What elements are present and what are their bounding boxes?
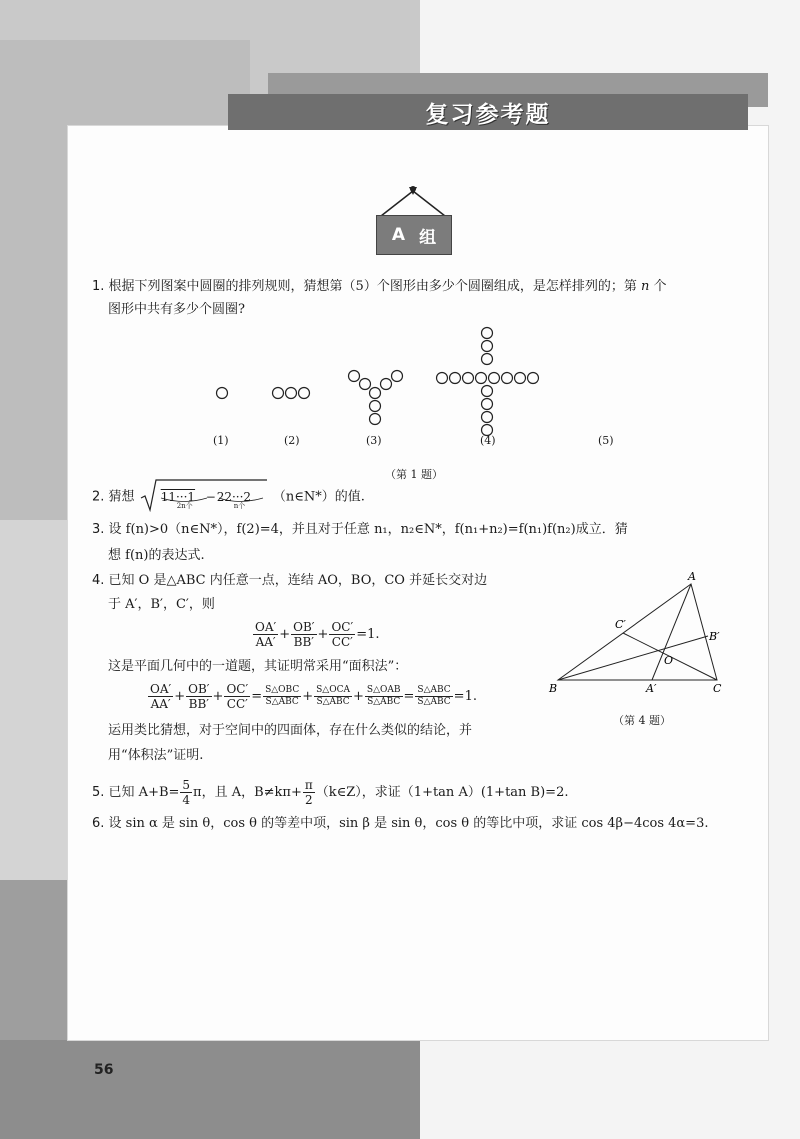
label-c: C	[713, 682, 722, 695]
pattern-4-circle	[450, 373, 461, 384]
line-b-b1	[558, 636, 708, 680]
question-4-line-4: 运用类比猜想，对于空间中的四面体，存在什么类似的结论，并	[108, 723, 473, 738]
question-3-line-1: 3. 设 f(n)>0（n∈N*），f(2)=4，并且对于任意 n₁，n₂∈N*，f(n₁+n₂)=f(n₁)f(n₂)成立．猜	[92, 522, 628, 537]
pattern-4-circle	[482, 328, 493, 339]
question-4-line-2: 于 A′，B′，C′，则	[108, 597, 215, 612]
group-letter: A	[391, 225, 406, 245]
pattern-2-circle	[299, 388, 310, 399]
bg-bottom-band	[0, 1040, 420, 1139]
figure-5-label: (5)	[598, 434, 614, 447]
triangle-abc	[558, 584, 717, 680]
label-c-prime: C′	[615, 618, 626, 631]
pattern-2-circle	[273, 388, 284, 399]
group-word: 组	[419, 227, 437, 248]
pattern-4-circle	[482, 412, 493, 423]
question-2: 2. 猜想 11···1 − 22···2 2n个 n个 （n∈N*）的值.	[92, 486, 365, 509]
pattern-2-circle	[286, 388, 297, 399]
pattern-4-circle	[437, 373, 448, 384]
question-number: 1.	[92, 279, 105, 294]
label-a: A	[688, 570, 696, 583]
pattern-4-circle	[482, 386, 493, 397]
question-5: 5. 已知 A+B= $\frac{5}{4}$ π，且 A，B≠kπ+ $\frac{\pi}{2}$ （k∈Z），求证（1+tan A）(1+tan B)=2.	[92, 778, 569, 807]
pattern-3-circle	[370, 414, 381, 425]
pattern-3-circle	[370, 401, 381, 412]
pattern-4-circle	[482, 354, 493, 365]
label-b: B	[549, 682, 558, 695]
group-sign	[373, 185, 455, 265]
question-6: 6. 设 sin α 是 sin θ，cos θ 的等差中项，sin β 是 sin θ，cos θ 的等比中项，求证 cos 4β−4cos 4α=3.	[92, 816, 709, 831]
pattern-3-circle	[392, 371, 403, 382]
pattern-3-circle	[349, 371, 360, 382]
pattern-4-circle	[528, 373, 539, 384]
pattern-3-circle	[370, 388, 381, 399]
question-4-line-1: 4. 已知 O 是△ABC 内任意一点，连结 AO，BO，CO 并延长交对边	[92, 573, 488, 588]
pattern-4-circle	[463, 373, 474, 384]
label-b-prime: B′	[709, 630, 720, 643]
pattern-4-circle	[515, 373, 526, 384]
figure-3-label: (3)	[366, 434, 382, 447]
circle-pattern-figure	[200, 322, 660, 452]
equation-2: $\frac{OA'}{AA'}$ + $\frac{OB'}{BB'}$ + $\frac{OC'}{CC'}$ = $\frac{\text{S△OBC}}{\text{S△ABC}}$ + $\frac{\text{S△OCA}}{\text{S△ABC}}$ + $\frac{\text{S△OAB}}{\text{S△ABC}}$ = $\frac{\text{S△ABC}}{\text{S△ABC}}$ =1.	[150, 682, 477, 711]
question-3-line-2: 想 f(n)的表达式.	[108, 548, 205, 563]
radical: 11···1 − 22···2 2n个 n个	[139, 486, 269, 508]
question-1-line-2: 图形中共有多少个圆圈?	[108, 302, 245, 317]
pattern-1-circle	[217, 388, 228, 399]
page-number: 56	[94, 1062, 114, 1078]
group-sign-board	[376, 215, 452, 255]
pattern-3-circle	[381, 379, 392, 390]
label-o: O	[664, 654, 674, 667]
pattern-4-circle	[482, 399, 493, 410]
figure-caption-4: （第 4 题）	[613, 714, 671, 727]
figure-1-label: (1)	[213, 434, 229, 447]
figure-2-label: (2)	[284, 434, 300, 447]
title-banner	[228, 94, 748, 130]
page-title: 复习参考题	[425, 101, 551, 128]
label-a-prime: A′	[646, 682, 657, 695]
question-4-line-3: 这是平面几何中的一道题，其证明常采用“面积法”：	[108, 659, 408, 674]
equation-1: $\frac{OA'}{AA'}$ + $\frac{OB'}{BB'}$ + $\frac{OC'}{CC'}$ =1.	[255, 620, 380, 649]
figure-4-label: (4)	[480, 434, 496, 447]
pattern-4-circle	[489, 373, 500, 384]
triangle-figure	[545, 570, 745, 700]
question-1-line-1: 1. 根据下列图案中圆圈的排列规则，猜想第（5）个图形由多少个圆圈组成，是怎样排列的；第 n 个	[92, 279, 667, 294]
pattern-4-circle	[502, 373, 513, 384]
pattern-3-circle	[360, 379, 371, 390]
question-4-line-5: 用“体积法”证明.	[108, 748, 204, 763]
pattern-4-circle	[476, 373, 487, 384]
figure-caption-1: （第 1 题）	[385, 468, 443, 481]
pattern-4-circle	[482, 341, 493, 352]
